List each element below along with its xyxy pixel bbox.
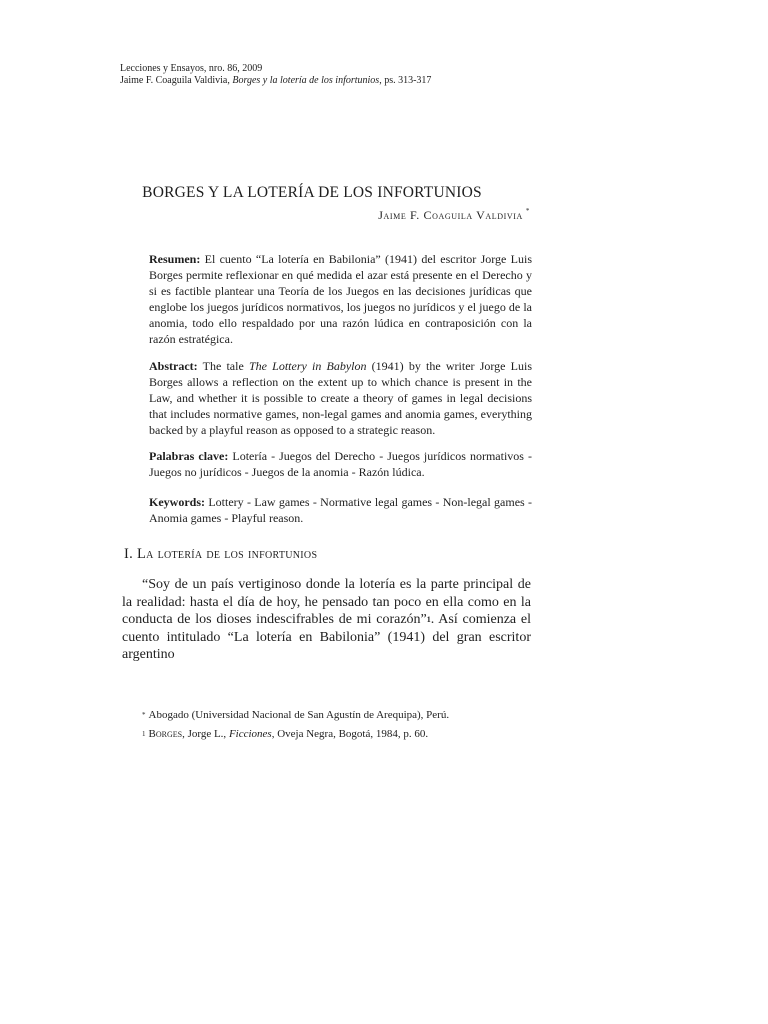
citation-title: Borges y la lotería de los infortunios (232, 75, 380, 86)
keywords-text: Lottery - Law games - Normative legal games - Non-legal games - Anomia games - Playful reason. (149, 495, 532, 525)
keywords-paragraph (149, 494, 532, 526)
footnote-text-pre: , Jorge L., (182, 728, 229, 740)
abstract-work-title: The Lottery in Babylon (248, 359, 367, 373)
article-citation (120, 75, 431, 87)
body-paragraph (122, 576, 531, 664)
footnote-text-post: , Oveja Negra, Bogotá, 1984, p. 60. (271, 728, 429, 740)
footnote-author (142, 706, 449, 725)
abstract-pre: The tale (197, 359, 249, 373)
running-head (120, 63, 431, 87)
footnote-text: Abogado (Universidad Nacional de San Agustín de Arequipa), Perú. (148, 709, 450, 721)
article-title-text: BORGES Y LA LOTERÍA DE LOS INFORTUNIOS (142, 184, 482, 201)
article-author (378, 208, 530, 223)
palabras-clave-text: Lotería - Juegos del Derecho - Juegos jurídicos normativos - Juegos no jurídicos - Juegos de la anomia - Razón lúdica. (149, 449, 532, 479)
footnote-cited-author: Borges (148, 728, 183, 740)
resumen-text: El cuento “La lotería en Babilonia” (1941) del escritor Jorge Luis Borges permite reflexionar en qué medida el azar está presente en el Derecho y si es factible plantear una Teoría de los Juegos en las decisiones jurídicas que englobe los juegos jurídicos normativos, los juegos no jurídicos y el juego de la anomia, todo ello respaldado por una razón lúdica en contraposición con la razón estratégica. (149, 252, 532, 346)
author-footnote-mark: * (525, 207, 530, 215)
resumen-paragraph (149, 251, 532, 347)
citation-pages: , ps. 313-317 (379, 75, 432, 86)
footnote-ref: 1 (426, 615, 431, 624)
palabras-clave-label: Palabras clave: (149, 449, 229, 463)
journal-citation: Lecciones y Ensayos, nro. 86, 2009 (120, 63, 263, 74)
body-text-post: . Así comienza el cuento intitulado “La lotería en Babilonia” (1941) del gran escritor argentino (122, 612, 531, 662)
abstract-label: Abstract: (149, 359, 198, 373)
palabras-clave-paragraph (149, 448, 532, 480)
abstract-text: (1941) by the writer Jorge Luis Borges allows a reflection on the extent up to which chance is present in the Law, and whether it is possible to create a theory of games in legal decisions that includes normative games, non-legal games and anomia games, everything backed by a playful reason as opposed to a strategic reason. (149, 359, 532, 437)
resumen-label: Resumen: (149, 252, 201, 266)
section-heading: I. La lotería de los infortunios (124, 546, 318, 562)
citation-author: Jaime F. Coaguila Valdivia, (120, 75, 233, 86)
keywords-label: Keywords: (149, 495, 205, 509)
footnote-book-title: Ficciones (228, 728, 272, 740)
footnote-mark: * (142, 711, 146, 719)
article-title (0, 184, 768, 202)
body-text-pre: “Soy de un país vertiginoso donde la lotería es la parte principal de la realidad: hasta el día de hoy, he pensado tan poco en ella como en la conducta de los dioses indescifrables de mi corazón” (122, 577, 531, 627)
author-name: Jaime F. Coaguila Valdivia (378, 208, 523, 222)
abstract-paragraph (149, 358, 532, 438)
footnote-1 (142, 725, 449, 744)
footnotes (142, 706, 449, 744)
footnote-mark: 1 (142, 730, 146, 738)
